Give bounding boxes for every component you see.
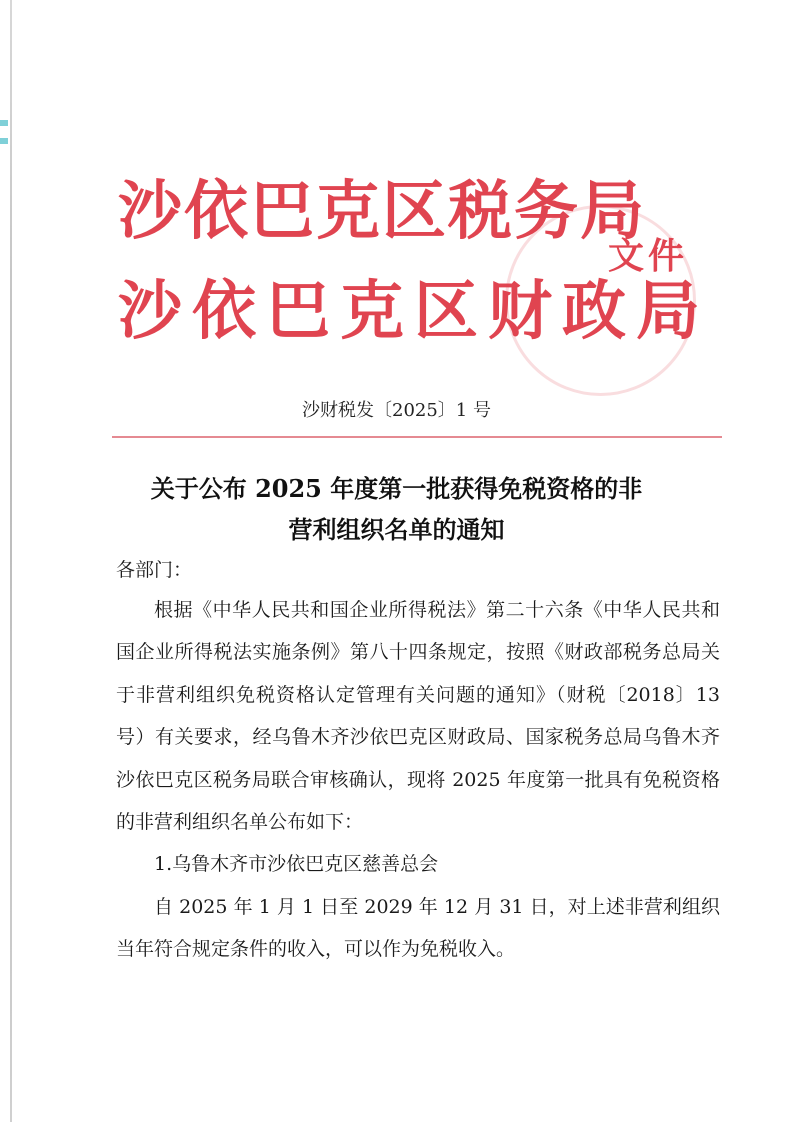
notice-title	[90, 468, 703, 550]
notice-title-line-2: 营利组织名单的通知	[288, 515, 505, 544]
notice-title-line-1: 关于公布 2025 年度第一批获得免税资格的非	[150, 474, 643, 503]
organization-list-item: 1.乌鲁木齐市沙依巴克区慈善总会	[154, 853, 439, 876]
scan-mark	[0, 120, 8, 126]
body-paragraph-2: 自 2025 年 1 月 1 日至 2029 年 12 月 31 日，对上述非营利组织当年符合规定条件的收入，可以作为免税收入。	[116, 895, 720, 961]
issuer-tax-bureau: 沙依巴克区税务局	[118, 175, 646, 249]
issuer-finance-bureau: 沙依巴克区财政局	[118, 275, 710, 349]
document-type-label: 文件	[608, 236, 689, 277]
body-paragraph-1: 根据《中华人民共和国企业所得税法》第二十六条《中华人民共和国企业所得税法实施条例》第八十四条规定，按照《财政部税务总局关于非营利组织免税资格认定管理有关问题的通知》（财税〔2018〕13 号）有关要求，经乌鲁木齐沙依巴克区财政局、国家税务总局乌鲁木齐沙依巴克区税务局联合审核确认，现将 2025 年度第一批具有免税资格的非营利组织名单公布如下：	[116, 599, 720, 834]
notice-body	[116, 589, 720, 971]
scan-edge	[10, 0, 12, 1122]
scan-mark	[0, 138, 8, 144]
document-number: 沙财税发〔2025〕1 号	[302, 400, 491, 421]
header-divider	[112, 436, 722, 438]
salutation: 各部门：	[116, 559, 193, 581]
